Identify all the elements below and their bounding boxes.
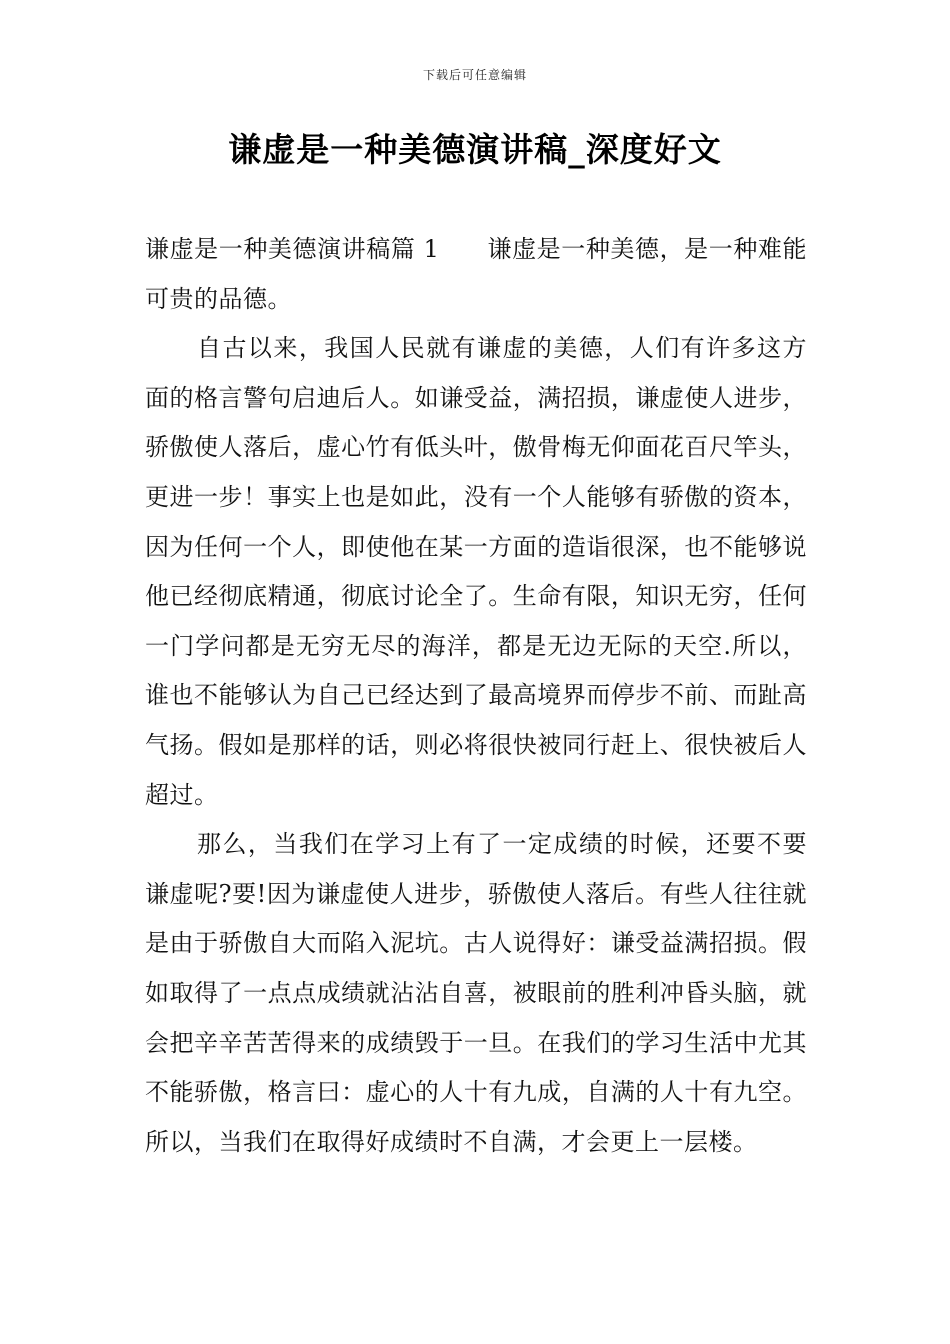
body-paragraph-1: 自古以来，我国人民就有谦虚的美德，人们有许多这方面的格言警句启迪后人。如谦受益，满招损，谦虚使人进步，骄傲使人落后，虚心竹有低头叶，傲骨梅无仰面花百尺竿头，更进一步！事实上也是如此，没有一个人能够有骄傲的资本，因为任何一个人，即使他在某一方面的造诣很深，也不能够说他已经彻底精通，彻底讨论全了。生命有限，知识无穷，任何一门学问都是无穷无尽的海洋，都是无边无际的天空.所以，谁也不能够认为自己已经达到了最高境界而停步不前、而趾高气扬。假如是那样的话，则必将很快被同行赶上、很快被后人超过。: [145, 334, 807, 809]
intro-heading: 谦虚是一种美德演讲稿篇 1: [145, 235, 440, 263]
document-body: [145, 225, 807, 1167]
intro-paragraph: [145, 225, 807, 324]
body-paragraph-2: 那么，当我们在学习上有了一定成绩的时候，还要不要谦虚呢?要!因为谦虚使人进步，骄傲使人落后。有些人往往就是由于骄傲自大而陷入泥坑。古人说得好：谦受益满招损。假如取得了一点点成绩就沾沾自喜，被眼前的胜利冲昏头脑，就会把辛辛苦苦得来的成绩毁于一旦。在我们的学习生活中尤其不能骄傲，格言曰：虚心的人十有九成，自满的人十有九空。所以，当我们在取得好成绩时不自满，才会更上一层楼。: [145, 830, 807, 1156]
document-title: 谦虚是一种美德演讲稿_深度好文: [228, 130, 722, 169]
intro-text: 谦虚是一种美德，是一种难能可贵的品德。: [145, 235, 807, 313]
header-note: 下载后可任意编辑: [422, 68, 527, 82]
